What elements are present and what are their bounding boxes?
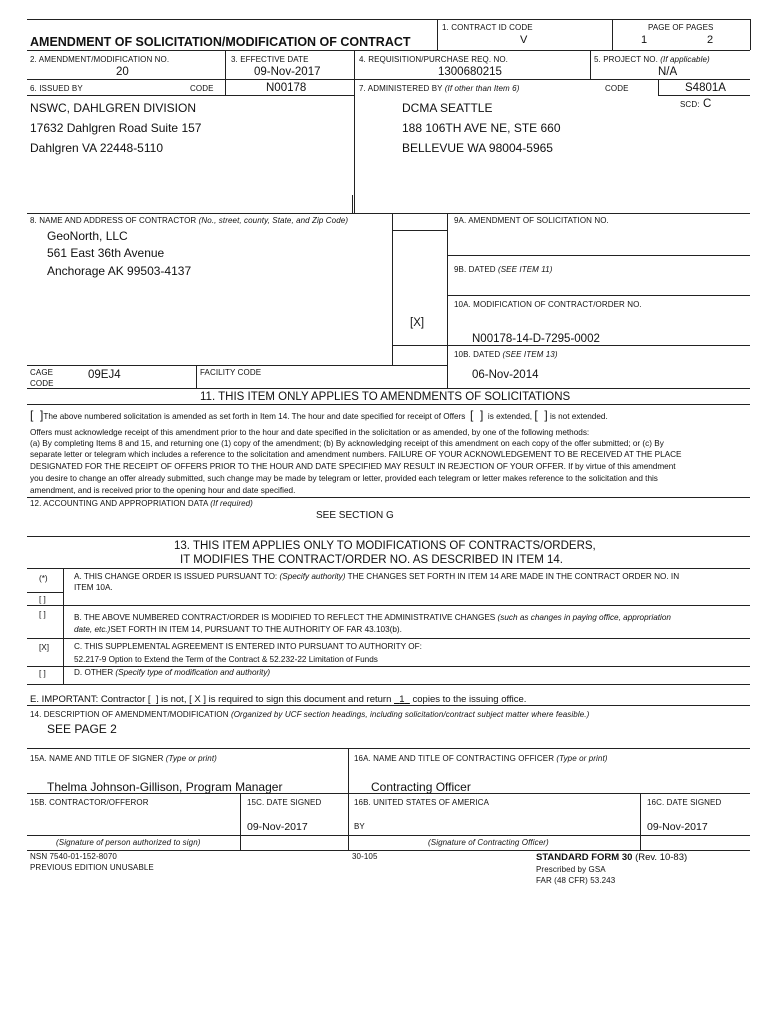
item11-line1: The above numbered solicitation is amended as set forth in Item 14. The hour and date specified for receipt of Offers bbox=[43, 412, 466, 421]
contractor-line2: 561 East 36th Avenue bbox=[47, 246, 165, 260]
contractor-note: (No., street, county, State, and Zip Code) bbox=[198, 216, 349, 225]
item12-label: 12. ACCOUNTING AND APPROPRIATION DATA bbox=[30, 499, 208, 508]
item9b-label: 9B. DATED bbox=[454, 265, 496, 274]
item11-p2: (a) By completing Items 8 and 15, and returning one (1) copy of the amendment; (b) By acknowledging receipt of this amendment on each copy of the offer submitted; or (c) By bbox=[30, 439, 664, 448]
contractor-line3: Anchorage AK 99503-4137 bbox=[47, 264, 192, 278]
item14-note: (Organized by UCF section headings, including solicitation/contract subject matter where feasible.) bbox=[230, 710, 590, 719]
item13-title1: 13. THIS ITEM APPLIES ONLY TO MODIFICATIONS OF CONTRACTS/ORDERS, bbox=[174, 540, 596, 552]
item11-p4: DESIGNATED FOR THE RECEIPT OF OFFERS PRIOR TO THE HOUR AND DATE SPECIFIED MAY RESULT IN REJECTION OF YOUR OFFER. If by virtue of this amendment bbox=[30, 462, 676, 471]
is-not-checkbox[interactable]: [ ] bbox=[147, 694, 159, 705]
item13a-authority: (Specify authority) bbox=[279, 572, 346, 581]
date-signed-15c-value: 09-Nov-2017 bbox=[247, 821, 308, 833]
signature-15-caption: (Signature of person authorized to sign) bbox=[56, 838, 201, 847]
not-extended-checkbox[interactable]: [ ] bbox=[534, 408, 548, 422]
contract-id-value: V bbox=[520, 34, 528, 46]
item13d-text: D. OTHER bbox=[74, 668, 114, 677]
date-signed-15c-label: 15C. DATE SIGNED bbox=[247, 798, 322, 807]
issuer-line3: Dahlgren VA 22448-5110 bbox=[30, 141, 163, 155]
admin-code-label: CODE bbox=[605, 84, 629, 93]
page-of-pages-label: PAGE OF PAGES bbox=[648, 23, 714, 32]
far-reference: FAR (48 CFR) 53.243 bbox=[536, 876, 616, 885]
item11-p1: Offers must acknowledge receipt of this amendment prior to the hour and date specified in the solicitation or as amended, by one of the following methods: bbox=[30, 428, 590, 437]
amendment-no-value: 20 bbox=[116, 66, 129, 78]
issuer-line1: NSWC, DAHLGREN DIVISION bbox=[30, 101, 197, 115]
scd-value: C bbox=[703, 98, 712, 110]
by-label: BY bbox=[354, 822, 365, 831]
is-required-checkbox[interactable]: [ X ] bbox=[189, 694, 207, 705]
admin-code-value: S4801A bbox=[685, 82, 726, 94]
item12-value: SEE SECTION G bbox=[316, 510, 394, 521]
item11-offers-checkbox[interactable]: [ ] bbox=[30, 408, 44, 422]
item10a-value: N00178-14-D-7295-0002 bbox=[472, 333, 600, 345]
item11-extended: is extended, bbox=[487, 412, 533, 421]
item11-p6: amendment, and is received prior to the opening hour and date specified. bbox=[30, 486, 296, 495]
item11-p5: you desire to change an offer already submitted, such change may be made by telegram or letter, provided each telegram or letter makes reference to the solicitation and this bbox=[30, 474, 658, 483]
item11-title: 11. THIS ITEM ONLY APPLIES TO AMENDMENTS OF SOLICITATIONS bbox=[200, 391, 571, 403]
copies-value: 1 bbox=[399, 694, 405, 705]
cage-label-b: CODE bbox=[30, 379, 54, 388]
requisition-label: 4. REQUISITION/PURCHASE REQ. NO. bbox=[359, 55, 509, 64]
project-no-note: (If applicable) bbox=[660, 55, 710, 64]
requisition-value: 1300680215 bbox=[438, 66, 502, 78]
prescribed-by: Prescribed by GSA bbox=[536, 865, 606, 874]
standard-form-label: STANDARD FORM 30 bbox=[536, 852, 633, 863]
item13b-note2: date, etc.) bbox=[74, 625, 111, 634]
effective-date-label: 3. EFFECTIVE DATE bbox=[231, 55, 309, 64]
administered-by-note: (If other than Item 6) bbox=[444, 84, 520, 93]
item13a-text2: THE CHANGES SET FORTH IN ITEM 14 ARE MADE IN THE CONTRACT ORDER NO. IN bbox=[347, 572, 680, 581]
date-signed-16c-value: 09-Nov-2017 bbox=[647, 821, 708, 833]
item13-title2: IT MODIFIES THE CONTRACT/ORDER NO. AS DESCRIBED IN ITEM 14. bbox=[180, 554, 563, 566]
previous-edition-text: PREVIOUS EDITION UNUSABLE bbox=[30, 863, 154, 872]
project-no-value: N/A bbox=[658, 66, 678, 78]
item11-p3: separate letter or telegram which includes a reference to the solicitation and amendment numbers. FAILURE OF YOUR ACKNOWLEDGEMENT TO BE RECEIVED AT THE PLACE bbox=[30, 450, 682, 459]
issued-code-value: N00178 bbox=[266, 82, 307, 94]
signer-name-note: (Type or print) bbox=[165, 754, 217, 763]
contractor-line1: GeoNorth, LLC bbox=[47, 229, 128, 243]
date-signed-16c-label: 16C. DATE SIGNED bbox=[647, 798, 722, 807]
admin-line2: 188 106TH AVE NE, STE 660 bbox=[402, 121, 561, 135]
is-not-text: is not, bbox=[161, 694, 187, 705]
form-title: AMENDMENT OF SOLICITATION/MODIFICATION OF CONTRACT bbox=[30, 35, 411, 49]
item14-label: 14. DESCRIPTION OF AMENDMENT/MODIFICATION bbox=[30, 710, 229, 719]
item13a-checkbox[interactable]: [ ] bbox=[39, 595, 46, 604]
item13d-checkbox[interactable]: [ ] bbox=[39, 669, 46, 678]
page-number: 1 bbox=[641, 34, 648, 46]
item13b-text2: SET FORTH IN ITEM 14, PURSUANT TO THE AUTHORITY OF FAR 43.103(b). bbox=[110, 625, 402, 634]
issuer-line2: 17632 Dahlgren Road Suite 157 bbox=[30, 121, 202, 135]
contractor-offeror-label: 15B. CONTRACTOR/OFFEROR bbox=[30, 798, 149, 807]
amendment-no-label: 2. AMENDMENT/MODIFICATION NO. bbox=[30, 55, 170, 64]
important-label: E. IMPORTANT: Contractor bbox=[30, 694, 146, 705]
page-total: 2 bbox=[707, 34, 714, 46]
item13c-authority: 52.217-9 Option to Extend the Term of the Contract & 52.232-22 Limitation of Funds bbox=[74, 655, 378, 664]
item13c-text: C. THIS SUPPLEMENTAL AGREEMENT IS ENTERED INTO PURSUANT TO AUTHORITY OF: bbox=[74, 642, 422, 651]
item13c-checkbox[interactable]: [X] bbox=[39, 643, 50, 652]
scd-label: SCD: bbox=[680, 100, 700, 109]
item10a-label: 10A. MODIFICATION OF CONTRACT/ORDER NO. bbox=[454, 300, 642, 309]
item9b-note: (SEE ITEM 11) bbox=[497, 265, 553, 274]
item13-star: (*) bbox=[39, 574, 48, 583]
item13b-text: B. THE ABOVE NUMBERED CONTRACT/ORDER IS MODIFIED TO REFLECT THE ADMINISTRATIVE CHANGES bbox=[74, 613, 496, 622]
project-no-label: 5. PROJECT NO. bbox=[594, 55, 658, 64]
contract-id-label: 1. CONTRACT ID CODE bbox=[442, 23, 533, 32]
item13a-text3: ITEM 10A. bbox=[74, 583, 113, 592]
item10b-value: 06-Nov-2014 bbox=[472, 369, 539, 381]
officer-name-note: (Type or print) bbox=[556, 754, 608, 763]
signer-name-value: Thelma Johnson-Gillison, Program Manager bbox=[47, 780, 283, 794]
contractor-label: 8. NAME AND ADDRESS OF CONTRACTOR bbox=[30, 216, 197, 225]
item13b-checkbox[interactable]: [ ] bbox=[39, 610, 46, 619]
copies-text: copies to the issuing office. bbox=[412, 694, 527, 705]
issued-code-label: CODE bbox=[190, 84, 214, 93]
item9a-label: 9A. AMENDMENT OF SOLICITATION NO. bbox=[454, 216, 609, 225]
item11-not-extended: is not extended. bbox=[549, 412, 608, 421]
item14-value: SEE PAGE 2 bbox=[47, 722, 117, 736]
item10-checkbox[interactable]: [X] bbox=[410, 317, 425, 329]
signature-16-caption: (Signature of Contracting Officer) bbox=[428, 838, 549, 847]
officer-name-value: Contracting Officer bbox=[371, 780, 471, 794]
usa-label: 16B. UNITED STATES OF AMERICA bbox=[354, 798, 490, 807]
admin-line3: BELLEVUE WA 98004-5965 bbox=[402, 141, 553, 155]
cage-label-a: CAGE bbox=[30, 368, 54, 377]
standard-form-rev: (Rev. 10-83) bbox=[635, 852, 688, 863]
item10b-label: 10B. DATED bbox=[454, 350, 501, 359]
required-text: is required to sign this document and return bbox=[208, 694, 392, 705]
officer-name-label: 16A. NAME AND TITLE OF CONTRACTING OFFICER bbox=[354, 754, 555, 763]
item13b-note: (such as changes in paying office, appropriation bbox=[497, 613, 671, 622]
signer-name-label: 15A. NAME AND TITLE OF SIGNER bbox=[30, 754, 164, 763]
item13d-note: (Specify type of modification and authority) bbox=[115, 668, 271, 677]
item12-note: (If required) bbox=[210, 499, 253, 508]
nsn-text: NSN 7540-01-152-8070 bbox=[30, 852, 117, 861]
effective-date-value: 09-Nov-2017 bbox=[254, 66, 321, 78]
item13a-text: A. THIS CHANGE ORDER IS ISSUED PURSUANT TO: bbox=[74, 572, 278, 581]
extended-checkbox[interactable]: [ ] bbox=[469, 408, 484, 422]
item10b-note: (SEE ITEM 13) bbox=[502, 350, 558, 359]
cage-value: 09EJ4 bbox=[88, 369, 121, 381]
administered-by-label: 7. ADMINISTERED BY bbox=[359, 84, 443, 93]
form-code: 30-105 bbox=[352, 852, 378, 861]
issued-by-label: 6. ISSUED BY bbox=[30, 84, 83, 93]
facility-code-label: FACILITY CODE bbox=[200, 368, 262, 377]
admin-line1: DCMA SEATTLE bbox=[402, 101, 493, 115]
